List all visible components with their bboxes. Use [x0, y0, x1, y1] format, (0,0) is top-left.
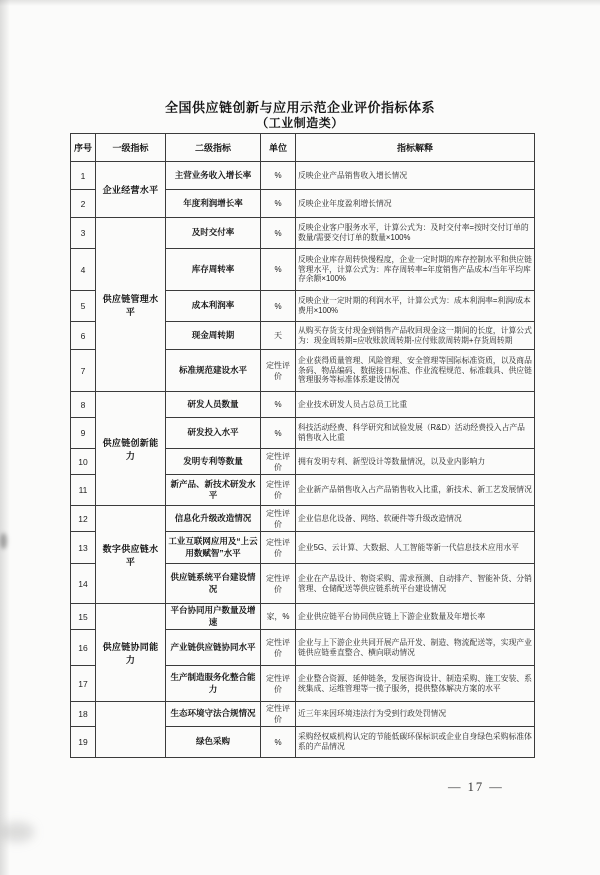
row-number-cell: 13 — [71, 532, 96, 564]
row-number-cell: 17 — [71, 666, 96, 702]
level2-indicator-cell: 生态环境守法合规情况 — [166, 702, 261, 727]
explanation-cell: 企业技术研发人员占总员工比重 — [296, 392, 535, 418]
row-number-cell: 6 — [71, 322, 96, 350]
level1-indicator-cell: 供应链创新能力 — [96, 392, 166, 506]
level2-indicator-cell: 平台协同用户数量及增速 — [166, 604, 261, 630]
level2-indicator-cell: 绿色采购 — [166, 727, 261, 758]
header-cell-no: 序号 — [71, 134, 96, 162]
unit-cell: % — [261, 291, 296, 322]
row-number-cell: 5 — [71, 291, 96, 322]
explanation-cell: 企业供应链平台协同供应链上下游企业数量及年增长率 — [296, 604, 535, 630]
explanation-cell: 反映企业库存周转快慢程度，企业一定时期的库存控制水平和供应链管理水平，计算公式为：库存周转率=年度销售产品成本/当年平均库存余额×100% — [296, 249, 535, 291]
document-subtitle: （工业制造类） — [256, 116, 344, 130]
row-number-cell: 15 — [71, 604, 96, 630]
explanation-cell: 企业5G、云计算、大数据、人工智能等新一代信息技术应用水平 — [296, 532, 535, 564]
unit-cell: 定性评价 — [261, 666, 296, 702]
row-number-cell: 10 — [71, 449, 96, 475]
unit-cell: 天 — [261, 322, 296, 350]
row-number-cell: 1 — [71, 162, 96, 190]
explanation-cell: 反映企业客户服务水平，计算公式为：及时交付率=按时交付订单的数量/需要交付订单的数量×100% — [296, 218, 535, 249]
explanation-cell: 反映企业产品销售收入增长情况 — [296, 162, 535, 190]
level2-indicator-cell: 库存周转率 — [166, 249, 261, 291]
indicator-table — [70, 133, 535, 758]
unit-cell: % — [261, 727, 296, 758]
level1-indicator-cell: 企业经营水平 — [96, 162, 166, 218]
level2-indicator-cell: 生产制造服务化整合能力 — [166, 666, 261, 702]
level2-indicator-cell: 新产品、新技术研发水平 — [166, 475, 261, 506]
row-number-cell: 14 — [71, 564, 96, 604]
unit-cell: % — [261, 218, 296, 249]
unit-cell: % — [261, 392, 296, 418]
level2-indicator-cell: 成本利润率 — [166, 291, 261, 322]
scan-edge-shadow — [0, 0, 10, 875]
row-number-cell: 11 — [71, 475, 96, 506]
level2-indicator-cell: 发明专利等数量 — [166, 449, 261, 475]
unit-cell: 定性评价 — [261, 475, 296, 506]
unit-cell: 定性评价 — [261, 532, 296, 564]
unit-cell: 定性评价 — [261, 350, 296, 392]
level1-indicator-cell — [96, 702, 166, 758]
unit-cell: 定性评价 — [261, 506, 296, 532]
unit-cell: % — [261, 418, 296, 449]
table-row — [71, 506, 535, 532]
header-cell-level2: 二级指标 — [166, 134, 261, 162]
row-number-cell: 12 — [71, 506, 96, 532]
explanation-cell: 企业信息化设备、网络、软硬件等升级改造情况 — [296, 506, 535, 532]
explanation-cell: 企业整合资源、延伸链条，发展咨询设计、制造采购、施工安装、系统集成、运维管理等一揽子服务，提供整体解决方案的水平 — [296, 666, 535, 702]
header-cell-level1: 一级指标 — [96, 134, 166, 162]
level1-indicator-cell: 供应链管理水平 — [96, 218, 166, 392]
level2-indicator-cell: 及时交付率 — [166, 218, 261, 249]
explanation-cell: 反映企业一定时期的利润水平，计算公式为：成本利润率=利润/成本费用×100% — [296, 291, 535, 322]
scan-smudge — [0, 533, 7, 549]
level2-indicator-cell: 研发人员数量 — [166, 392, 261, 418]
explanation-cell: 科技活动经费、科学研究和试验发展（R&D）活动经费投入占产品销售收入比重 — [296, 418, 535, 449]
row-number-cell: 8 — [71, 392, 96, 418]
level2-indicator-cell: 主营业务收入增长率 — [166, 162, 261, 190]
row-number-cell: 9 — [71, 418, 96, 449]
level2-indicator-cell: 标准规范建设水平 — [166, 350, 261, 392]
unit-cell: % — [261, 162, 296, 190]
unit-cell: 定性评价 — [261, 449, 296, 475]
unit-cell: 家，% — [261, 604, 296, 630]
explanation-cell: 企业在产品设计、物资采购、需求预测、自动排产、智能补货、分销管理、仓储配送等供应链系统平台建设情况 — [296, 564, 535, 604]
page-number: — 17 — — [448, 780, 504, 794]
table-row — [71, 218, 535, 249]
row-number-cell: 16 — [71, 630, 96, 666]
table-row — [71, 702, 535, 727]
explanation-cell: 反映企业年度盈利增长情况 — [296, 190, 535, 218]
level2-indicator-cell: 研发投入水平 — [166, 418, 261, 449]
level2-indicator-cell: 工业互联网应用及“上云用数赋智”水平 — [166, 532, 261, 564]
row-number-cell: 7 — [71, 350, 96, 392]
explanation-cell: 企业与上下游企业共同开展产品开发、制造、物流配送等，实现产业链供应链垂直整合、横向联动情况 — [296, 630, 535, 666]
row-number-cell: 3 — [71, 218, 96, 249]
level1-indicator-cell: 数字供应链水平 — [96, 506, 166, 604]
row-number-cell: 2 — [71, 190, 96, 218]
row-number-cell: 4 — [71, 249, 96, 291]
explanation-cell: 从购买存货支付现金到销售产品收回现金这一期间的长度，计算公式为：现金周转期=应收账款周转期-应付账款周转期+存货周转期 — [296, 322, 535, 350]
table-row — [71, 392, 535, 418]
table-row — [71, 162, 535, 190]
explanation-cell: 拥有发明专利、新型设计等数量情况，以及业内影响力 — [296, 449, 535, 475]
unit-cell: 定性评价 — [261, 564, 296, 604]
explanation-cell: 企业获得质量管理、风险管理、安全管理等国际标准资质，以及商品条码、物品编码、数据接口标准、作业流程规范、标准载具、供应链管理服务等标准体系建设情况 — [296, 350, 535, 392]
unit-cell: % — [261, 249, 296, 291]
explanation-cell: 企业新产品销售收入占产品销售收入比重，新技术、新工艺发展情况 — [296, 475, 535, 506]
table-row — [71, 604, 535, 630]
level2-indicator-cell: 信息化升级改造情况 — [166, 506, 261, 532]
row-number-cell: 19 — [71, 727, 96, 758]
level2-indicator-cell: 年度利润增长率 — [166, 190, 261, 218]
unit-cell: % — [261, 190, 296, 218]
unit-cell: 定性评价 — [261, 702, 296, 727]
scan-smudge — [0, 822, 34, 842]
level2-indicator-cell: 供应链系统平台建设情况 — [166, 564, 261, 604]
document-title: 全国供应链创新与应用示范企业评价指标体系 — [164, 100, 435, 115]
level2-indicator-cell: 现金周转期 — [166, 322, 261, 350]
table-header-row — [71, 134, 535, 162]
scan-edge-shadow-top — [0, 0, 600, 6]
explanation-cell: 采购经权威机构认定的节能低碳环保标识或企业自身绿色采购标准体系的产品情况 — [296, 727, 535, 758]
header-cell-explanation: 指标解释 — [296, 134, 535, 162]
unit-cell: 定性评价 — [261, 630, 296, 666]
row-number-cell: 18 — [71, 702, 96, 727]
level2-indicator-cell: 产业链供应链协同水平 — [166, 630, 261, 666]
header-cell-unit: 单位 — [261, 134, 296, 162]
level1-indicator-cell: 供应链协同能力 — [96, 604, 166, 702]
explanation-cell: 近三年来因环境违法行为受到行政处罚情况 — [296, 702, 535, 727]
